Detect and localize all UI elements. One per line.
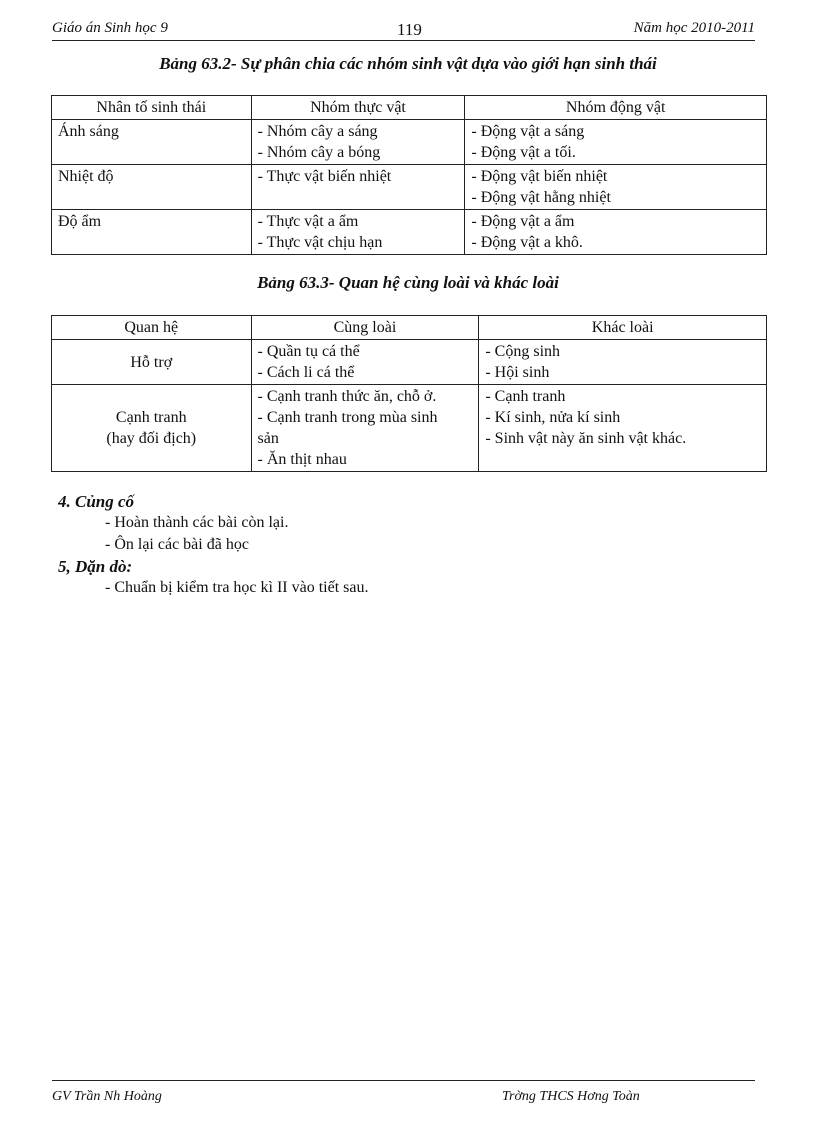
animals-cell [465, 165, 767, 210]
column-header: Cùng loài [251, 316, 479, 340]
factor-cell: Độ ẩm [52, 210, 252, 255]
different-species-cell [479, 385, 767, 472]
header-school-year: Năm học 2010-2011 [633, 20, 755, 36]
relation-cell [52, 340, 252, 385]
cell-line: - Cộng sinh [485, 343, 561, 360]
cell-line: - Thực vật biến nhiệt [257, 168, 392, 185]
species-relations-table [51, 315, 767, 472]
table-row [52, 120, 767, 165]
relation-cell [52, 385, 252, 472]
footer-school: Trờng THCS Hơng Toàn [502, 1089, 640, 1104]
section-4-item: - Ôn lại các bài đã học [105, 536, 249, 553]
cell-line: - Động vật a tối. [471, 144, 576, 161]
page-footer [52, 1080, 755, 1104]
cell-line: - Động vật a ẩm [471, 213, 575, 230]
plants-cell [251, 210, 465, 255]
cell-line: - Thực vật a ẩm [257, 213, 359, 230]
animals-cell [465, 210, 767, 255]
cell-line: - Hội sinh [485, 364, 550, 381]
table-row [52, 385, 767, 472]
cell-line: - Thực vật chịu hạn [257, 234, 383, 251]
header-subject: Giáo án Sinh học 9 [52, 20, 168, 36]
cell-line: Cạnh tranh [115, 409, 187, 426]
column-header: Nhóm động vật [465, 96, 767, 120]
ecological-limits-table [51, 95, 767, 255]
table1-caption: Bảng 63.2- Sự phân chia các nhóm sinh vật dựa vào giới hạn sinh thái [159, 54, 657, 73]
cell-line: - Nhóm cây a bóng [257, 144, 381, 161]
cell-line: - Ăn thịt nhau [257, 451, 347, 468]
factor-cell: Nhiệt độ [52, 165, 252, 210]
section-4-item: - Hoàn thành các bài còn lại. [105, 514, 289, 531]
column-header: Quan hệ [52, 316, 252, 340]
same-species-cell [251, 340, 479, 385]
table-header-row [52, 316, 767, 340]
table2-caption: Bảng 63.3- Quan hệ cùng loài và khác loài [257, 273, 559, 292]
table-row [52, 210, 767, 255]
cell-line: - Cạnh tranh thức ăn, chỗ ở. [257, 388, 437, 405]
column-header: Nhân tố sinh thái [52, 96, 252, 120]
footer-teacher: GV Trần Nh Hoàng [52, 1089, 162, 1104]
different-species-cell [479, 340, 767, 385]
cell-line: (hay đối địch) [106, 430, 197, 447]
cell-line: sản [257, 430, 279, 447]
section-5-title: 5, Dặn dò: [58, 557, 133, 576]
cell-line: - Động vật a khô. [471, 234, 583, 251]
table-row [52, 340, 767, 385]
cell-line: - Động vật hằng nhiệt [471, 189, 611, 206]
factor-cell: Ánh sáng [52, 120, 252, 165]
page-number: 119 [397, 20, 422, 39]
section-5-item: - Chuẩn bị kiểm tra học kì II vào tiết sau. [105, 579, 369, 596]
cell-line: Hỗ trợ [130, 353, 173, 371]
cell-line: - Động vật a sáng [471, 123, 585, 140]
section-4-title: 4. Củng cố [58, 492, 135, 511]
page-header [52, 14, 755, 41]
cell-line: - Sinh vật này ăn sinh vật khác. [485, 430, 687, 447]
cell-line: - Động vật biến nhiệt [471, 168, 608, 185]
column-header: Nhóm thực vật [251, 96, 465, 120]
column-header: Khác loài [479, 316, 767, 340]
cell-line: - Cách li cá thể [257, 364, 355, 381]
table-header-row [52, 96, 767, 120]
same-species-cell [251, 385, 479, 472]
cell-line: - Cạnh tranh trong mùa sinh [257, 409, 438, 426]
plants-cell [251, 120, 465, 165]
plants-cell [251, 165, 465, 210]
cell-line: - Cạnh tranh [485, 388, 566, 405]
cell-line: - Quần tụ cá thể [257, 343, 360, 360]
animals-cell [465, 120, 767, 165]
cell-line: - Kí sinh, nửa kí sinh [485, 409, 621, 426]
table-row [52, 165, 767, 210]
cell-line: - Nhóm cây a sáng [257, 123, 378, 140]
